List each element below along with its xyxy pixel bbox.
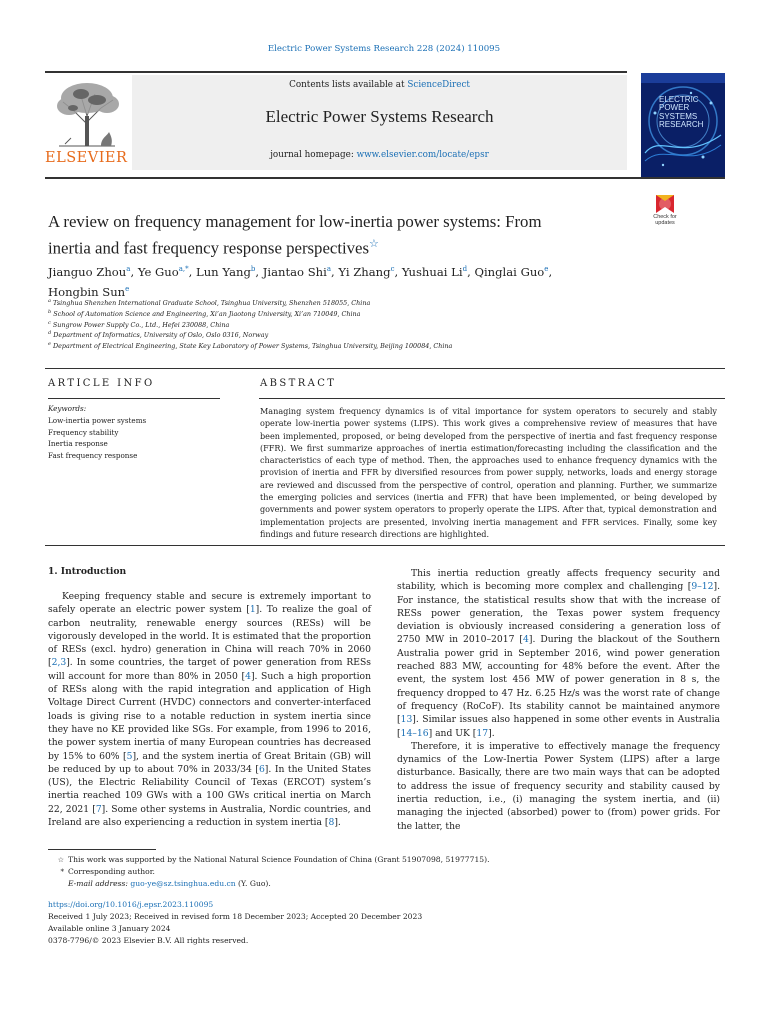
- cover-title-line: ELECTRIC: [659, 95, 699, 104]
- author-separator: ,: [548, 264, 553, 279]
- affiliation-text: Department of Informatics, University of Oslo, Oslo 0316, Norway: [53, 331, 269, 340]
- body-text: ]. Such a high proportion of RESs along with the rapid integration and application of High Voltage Direct Current (HVDC) connectors and converter-interfaced loads is giving rise to a notable reduction in system inertia since they have no KE provided like SGs. For example, from 1996 to 2016, the power system inertia of many European countries has decreased by 15% to 60% [: [48, 670, 371, 762]
- keyword-item: Frequency stability: [48, 427, 119, 437]
- citation-link[interactable]: 6: [258, 763, 265, 775]
- author-separator: ,: [331, 264, 339, 279]
- abstract-text: Managing system frequency dynamics is of vital importance for system operators to securely and stably operate low-inertia power systems (LIPS). This work gives a comprehensive review of measures that have been implemented, proposed, or being developed from the perspective of inertia and fast frequency response (FFR). We first summarize approaches of inertia estimation/forecasting including the classification and the characteristics of each type of method. Then, the approaches used to enhance frequency dynamics with the provision of inertia and FFR by diversified resources from power supply, networks, loads and energy storage are reviewed and discussed from the perspective of control, operation and planning. Further, we summarize the emerging policies and services (inertia and FFR) that have been implemented, or being developed by governments and power system operators to properly operate the LIPS. After that, typical demonstration and implementation projects are presented, involving inertia management and FFR services. Finally, some key findings and future research directions are highlighted.: [260, 406, 717, 539]
- citation-link[interactable]: 8: [328, 817, 335, 829]
- affiliation-marker: c: [48, 319, 51, 326]
- body-text: Keeping frequency stable and secure is extremely important to safely operate an electric power system [: [48, 591, 371, 616]
- body-text: ]. Some other systems in Australia, Nordic countries, and Ireland are also experiencing a reduction in system inertia [: [48, 803, 371, 829]
- affiliation-marker: b: [48, 308, 52, 315]
- body-text: ]. For instance, the statistical results show that with the increase of RESs power generation, the Texas power system frequency deviation is obviously increased considering a generation loss of 2750 MW in 2010–2017 [: [397, 581, 720, 646]
- sciencedirect-link[interactable]: ScienceDirect: [407, 80, 470, 90]
- journal-reference-link[interactable]: Electric Power Systems Research 228 (2024) 110095: [267, 44, 501, 54]
- author-list: [48, 261, 648, 301]
- cover-title-line: SYSTEMS: [659, 111, 698, 121]
- journal-name: Electric Power Systems Research: [265, 107, 494, 126]
- check-for-updates-label: [641, 214, 689, 226]
- funding-footnote-star-link[interactable]: ☆: [369, 238, 379, 250]
- affiliation-line: [48, 320, 728, 329]
- section-heading-introduction: 1. Introduction: [48, 566, 127, 577]
- received-dates: Received 1 July 2023; Received in revised form 18 December 2023; Accepted 20 December 2023: [48, 912, 423, 921]
- citation-link[interactable]: 17: [476, 727, 489, 739]
- author-affiliation-marker[interactable]: a,*: [178, 265, 189, 273]
- publication-info: [48, 899, 422, 947]
- citation-link[interactable]: 1: [249, 604, 256, 616]
- journal-cover-thumbnail[interactable]: [641, 73, 725, 177]
- citation-link[interactable]: 4: [523, 634, 529, 646]
- abstract-heading: ABSTRACT: [260, 378, 337, 389]
- homepage-prefix: journal homepage:: [270, 150, 357, 160]
- citation-link[interactable]: 5: [126, 750, 133, 762]
- body-text: ]. Similar issues also happened in some other events in Australia [: [397, 714, 720, 739]
- affiliation-line: [48, 298, 728, 307]
- author-affiliation-marker[interactable]: d: [462, 265, 468, 273]
- keyword-item: Inertia response: [48, 439, 108, 448]
- affiliation-text: School of Automation Science and Engineering, Xi’an Jiaotong University, Xi’an 710049, China: [53, 309, 361, 318]
- author-name[interactable]: Hongbin Sun: [48, 284, 126, 299]
- body-text: ] and UK [: [428, 727, 477, 739]
- affiliation-line: [48, 309, 728, 318]
- author-separator: ,: [130, 264, 138, 279]
- funding-footnote-star: ☆: [57, 856, 64, 864]
- elsevier-logo[interactable]: [45, 80, 127, 168]
- article-info-heading: ARTICLE INFO: [48, 378, 155, 389]
- copyright-notice: 0378-7796/© 2023 Elsevier B.V. All rights reserved.: [48, 936, 249, 945]
- email-link[interactable]: guo-ye@sz.tsinghua.edu.cn: [130, 879, 236, 888]
- citation-link[interactable]: 9–12: [691, 581, 714, 593]
- affiliation-text: Sungrow Power Supply Co., Ltd., Hefei 230088, China: [52, 320, 230, 329]
- citation-link[interactable]: 4: [245, 670, 251, 682]
- corresponding-footnote: [50, 866, 489, 878]
- check-for-updates-line: updates: [655, 220, 675, 226]
- body-paragraph: [397, 567, 720, 740]
- citation-link[interactable]: 13: [400, 714, 413, 726]
- affiliation-text: Tsinghua Shenzhen International Graduate School, Tsinghua University, Shenzhen 518055, China: [53, 299, 371, 308]
- author-name[interactable]: Yi Zhang: [338, 264, 391, 279]
- email-suffix: (Y. Guo).: [235, 879, 271, 888]
- author-separator: ,: [255, 264, 263, 279]
- elsevier-tree-icon: [51, 80, 123, 148]
- footnotes: [50, 854, 489, 890]
- body-paragraph: [48, 590, 371, 829]
- author-name[interactable]: Jianguo Zhou: [48, 264, 127, 279]
- section-rule: [45, 368, 725, 369]
- author-affiliation-marker[interactable]: e: [544, 265, 549, 273]
- author-name[interactable]: Lun Yang: [196, 264, 251, 279]
- citation-link[interactable]: 14–16: [400, 727, 429, 739]
- author-separator: ,: [394, 264, 402, 279]
- cover-title-line: POWER: [659, 103, 690, 113]
- body-text: This inertia reduction greatly affects frequency security and stability, which is becoming more complex and challenging [: [397, 568, 720, 593]
- body-text: ]. To realize the goal of carbon neutrality, renewable energy sources (RESs) will be vigorously developed in the world. It is estimated that the proportion of RESs (excl. hydro) generation in China will reach 70% in 2060 [: [48, 604, 371, 669]
- available-online: Available online 3 January 2024: [48, 924, 171, 933]
- author-separator: ,: [467, 264, 475, 279]
- body-text: ].: [488, 727, 495, 739]
- body-text: ]. In the United States (US), the Electric Reliability Council of Texas (ERCOT) system’s inertia reached 109 GWs with a 100 GWs critical inertia on March 22, 2021 [: [48, 763, 371, 815]
- body-paragraph: Therefore, it is imperative to effectively manage the frequency dynamics of the Low-Inertia Power System (LIPS) after a large disturbance. Basically, there are two main ways that can be adopted to address the issue of frequency security and stability caused by inertia reduction, i.e., (i) managing the system inertia, and (ii) managing the injected (absorbed) power to (from) power grids. For the latter, the: [397, 740, 720, 832]
- abstract-bottom-rule: [45, 545, 725, 546]
- check-for-updates-line: Check for: [653, 214, 677, 220]
- author-name[interactable]: Qinglai Guo: [474, 264, 545, 279]
- homepage-line: [132, 150, 627, 160]
- affiliation-line: [48, 341, 728, 350]
- contents-line: [132, 80, 627, 90]
- body-column-left: [48, 590, 371, 829]
- article-info-rule: [48, 398, 220, 399]
- keyword-item: Fast frequency response: [48, 450, 138, 460]
- header-bottom-rule: [45, 177, 725, 179]
- homepage-link[interactable]: www.elsevier.com/locate/epsr: [356, 150, 489, 160]
- author-affiliation-marker[interactable]: b: [250, 265, 256, 273]
- contents-prefix: Contents lists available at: [289, 80, 408, 90]
- email-footnote: [50, 878, 489, 890]
- citation-link[interactable]: 2,3: [51, 657, 67, 669]
- keyword-item: Low-inertia power systems: [48, 416, 147, 425]
- author-affiliation-marker[interactable]: a: [126, 265, 131, 273]
- abstract-rule: [259, 398, 725, 399]
- author-affiliation-marker[interactable]: a: [326, 265, 332, 273]
- author-name[interactable]: Yushuai Li: [401, 264, 463, 279]
- article-title-line: [48, 233, 628, 260]
- header-top-rule: [45, 71, 627, 73]
- author-affiliation-marker[interactable]: c: [390, 265, 395, 273]
- affiliation-marker: e: [48, 341, 51, 348]
- affiliation-text: Department of Electrical Engineering, State Key Laboratory of Power Systems, Tsinghua University, Beijing 100084, China: [53, 342, 453, 351]
- keywords-label: Keywords:: [48, 404, 87, 413]
- body-text: ].: [334, 817, 341, 829]
- keywords-list: [48, 415, 146, 461]
- author-name[interactable]: Ye Guo: [137, 264, 179, 279]
- doi-link[interactable]: https://doi.org/10.1016/j.epsr.2023.110095: [48, 900, 214, 909]
- body-text: ], and the system inertia of Great Britain (GB) will be reduced by up to about 70% in 2033/34 [: [48, 750, 371, 775]
- author-separator: ,: [188, 264, 197, 279]
- body-text: ]. During the blackout of the Southern Australia power grid in September 2016, wind power generation reached 883 MW, accounting for 48% before the event. After the event, the system lost 456 MW of power generation in 8 s, the frequency dropped to 47 Hz. 6.25 Hz/s was the worst rate of change of frequency (RoCoF). Its stability cannot be maintained anymore [: [397, 634, 720, 726]
- footnote-rule: [48, 849, 156, 850]
- author-name[interactable]: Jiantao Shi: [262, 264, 327, 279]
- cover-title-line: RESEARCH: [659, 120, 704, 130]
- affiliation-line: [48, 330, 728, 339]
- body-text: ]. In some countries, the target of power generation from RESs will account for more than 80% in 2050 [: [48, 657, 371, 682]
- article-title-line: A review on frequency management for low-inertia power systems: From: [48, 212, 542, 231]
- affiliation-marker: d: [48, 330, 52, 337]
- affiliation-marker: a: [48, 298, 51, 304]
- citation-link[interactable]: 7: [95, 803, 102, 815]
- article-title-line2: inertia and fast frequency response perspectives: [48, 238, 370, 258]
- body-column-right: [397, 567, 720, 833]
- funding-footnote-text: This work was supported by the National Natural Science Foundation of China (Grant 51907098, 51977715).: [68, 855, 490, 864]
- author-affiliation-marker[interactable]: e: [125, 284, 130, 293]
- funding-footnote: [50, 854, 489, 866]
- corresponding-footnote-text: Corresponding author.: [68, 867, 155, 876]
- article-title: [48, 211, 628, 260]
- cover-title: [659, 96, 719, 130]
- email-label: E-mail address:: [68, 879, 128, 888]
- elsevier-wordmark: ELSEVIER: [45, 150, 128, 166]
- corresponding-footnote-mark: *: [60, 868, 64, 876]
